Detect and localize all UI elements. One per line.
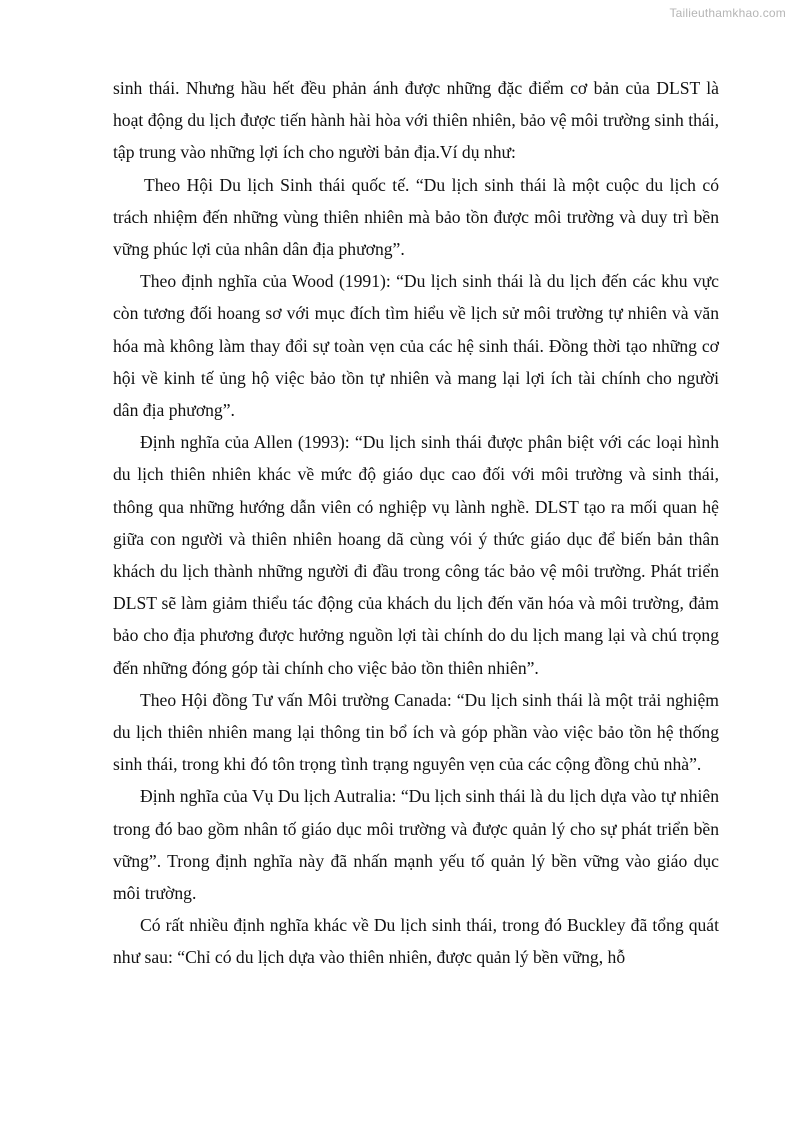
watermark: Tailieuthamkhao.com — [669, 6, 786, 20]
paragraph: Theo Hội Du lịch Sinh thái quốc tế. “Du lịch sinh thái là một cuộc du lịch có trách nhiệm đến những vùng thiên nhiên mà bảo tồn được môi trường và duy trì bền vững phúc lợi của nhân dân địa phương”. — [113, 174, 719, 260]
paragraph: Định nghĩa của Allen (1993): “Du lịch sinh thái được phân biệt với các loại hình du lịch thiên nhiên khác về mức độ giáo dục cao đối với môi trường và sinh thái, thông qua những hướng dẫn viên có nghiệp vụ lành nghề. DLST tạo ra mối quan hệ giữa con người và thiên nhiên hoang dã cùng vói ý thức giáo dục để biến bản thân khách du lịch thành những người đi đầu trong công tác bảo vệ môi trường. Phát triển DLST sẽ làm giảm thiểu tác động của khách du lịch đến văn hóa và môi trường, đảm bảo cho địa phương được hưởng nguồn lợi tài chính do du lịch mang lại và chú trọng đến những đóng góp tài chính cho việc bảo tồn thiên nhiên”. — [113, 432, 719, 678]
paragraph: Định nghĩa của Vụ Du lịch Autralia: “Du lịch sinh thái là du lịch dựa vào tự nhiên trong đó bao gồm nhân tố giáo dục môi trường và được quản lý cho sự phát triển bền vững”. Trong định nghĩa này đã nhấn mạnh yếu tố quản lý bền vững vào giáo dục môi trường. — [113, 786, 719, 904]
paragraph: Có rất nhiều định nghĩa khác về Du lịch sinh thái, trong đó Buckley đã tổng quát như sau: “Chỉ có du lịch dựa vào thiên nhiên, được quản lý bền vững, hỗ — [113, 915, 719, 968]
paragraph: Theo định nghĩa của Wood (1991): “Du lịch sinh thái là du lịch đến các khu vực còn tương đối hoang sơ với mục đích tìm hiểu về lịch sử môi trường tự nhiên và văn hóa mà không làm thay đổi sự toàn vẹn của các hệ sinh thái. Đồng thời tạo những cơ hội về kinh tế ủng hộ việc bảo tồn tự nhiên và mang lại lợi ích tài chính cho người dân địa phương”. — [113, 271, 719, 421]
document-body — [113, 72, 719, 974]
paragraph: Theo Hội đồng Tư vấn Môi trường Canada: “Du lịch sinh thái là một trải nghiệm du lịch thiên nhiên mang lại thông tin bổ ích và góp phần vào việc bảo tồn hệ thống sinh thái, trong khi đó tôn trọng tình trạng nguyên vẹn của các cộng đồng chủ nhà”. — [113, 689, 719, 775]
paragraph: sinh thái. Nhưng hầu hết đều phản ánh được những đặc điểm cơ bản của DLST là hoạt động du lịch được tiến hành hài hòa với thiên nhiên, bảo vệ môi trường sinh thái, tập trung vào những lợi ích cho người bản địa.Ví dụ như: — [113, 78, 719, 163]
